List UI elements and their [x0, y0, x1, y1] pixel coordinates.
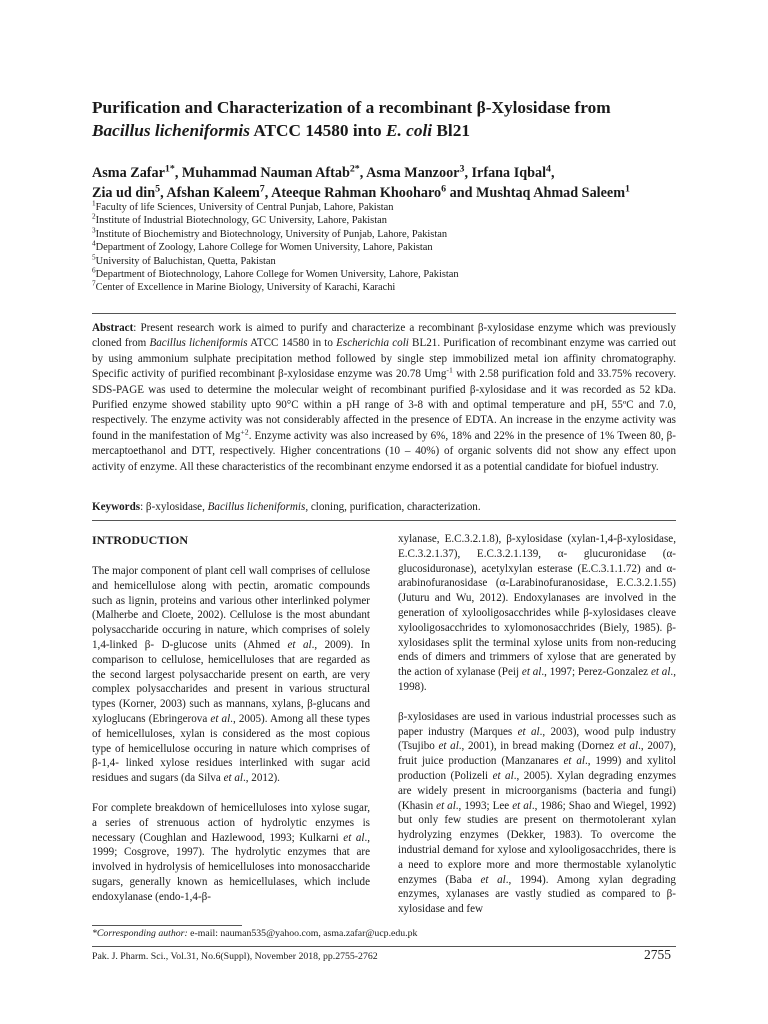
affiliation-item	[92, 214, 692, 227]
title-line-2-end: Bl21	[432, 121, 471, 140]
body-italic: et al	[223, 772, 243, 785]
affiliation-text: Department of Zoology, Lahore College for Women University, Lahore, Pakistan	[95, 242, 433, 254]
affiliation-text: University of Baluchistan, Quetta, Pakistan	[95, 255, 276, 267]
body-italic: et al	[617, 740, 639, 753]
author-affiliation-mark: 2*	[349, 163, 360, 175]
body-paragraph	[398, 532, 676, 695]
keywords-text: : β-xylosidase,	[140, 501, 208, 513]
author-list	[92, 163, 692, 203]
author-affiliation-mark: 1	[625, 183, 630, 195]
body-italic: et al	[492, 769, 514, 782]
abstract-superscript: +2	[240, 427, 249, 437]
affiliation-number: 6	[92, 266, 96, 275]
section-heading-introduction: INTRODUCTION	[92, 533, 189, 547]
body-text: ., 2003), wood pulp industry (Tsujibo	[398, 725, 676, 753]
keywords	[92, 500, 676, 515]
author-affiliation-mark: 1*	[164, 163, 175, 175]
body-paragraph	[92, 564, 370, 786]
body-italic: et al	[436, 799, 456, 812]
footnote-email: e-mail: nauman535@yahoo.com, asma.zafar@ucp.edu.pk	[187, 928, 418, 939]
abstract-superscript: -1	[446, 365, 453, 375]
abstract-italic: Bacillus licheniformis	[149, 337, 248, 350]
footer-rule	[92, 946, 676, 947]
body-text: β-xylosidases are used in various industrial processes such as paper industry (Marques	[398, 710, 676, 738]
author-separator: ,	[264, 185, 272, 201]
body-text: The major component of plant cell wall comprises of cellulose and hemicellulose along with pectin, aromatic compounds such as lignin, proteins and various other interlinked polymer (Malherbe and Cloete, 2002). Cellulose is the most abundant polysaccharide occuring in nature, which comprises of solely 1,4-linked β- D-glucose units (Ahmed	[92, 565, 370, 651]
abstract-text: ATCC 14580 in to	[247, 337, 337, 350]
author-separator: ,	[359, 165, 367, 181]
body-text: ., 2001), in bread making (Dornez	[458, 740, 618, 753]
left-column	[92, 532, 370, 920]
body-text: ., 2005). Xylan degrading enzymes are widely present in microorganisms (bacteria and fungi) (Khasin	[398, 769, 677, 812]
affiliation-text: Department of Biotechnology, Lahore College for Women University, Lahore, Pakistan	[95, 269, 459, 281]
abstract-top-rule	[92, 313, 676, 314]
author-name: Afshan Kaleem	[166, 185, 260, 201]
body-text: ., 2009). In comparison to cellulose, hemicelluloses that are regarded as the second largest polysaccharide present on earth, are very complex polysaccharides and present in various structural types (Korner, 2003) such as mannans, xylans, β-glucans and xyloglucans (Ebringerova	[92, 638, 370, 725]
author-separator: and	[446, 185, 477, 201]
body-italic: et al	[517, 725, 540, 738]
affiliation-item	[92, 281, 692, 294]
abstract-text: . Enzyme activity was also increased by 6%, 18% and 22% in the presence of 1% Tween 80, β-mercaptoethanol and DTT, respectively. Higher concentrations (10 – 40%) of organic solvents did not show any effect upon activity of enzyme. All these characteristics of the recombinant enzyme endorsed it as a potential candidate for biofuel industry.	[92, 429, 676, 473]
author	[92, 185, 166, 201]
body-text: ., 1999) and xylitol production (Polizeli	[398, 755, 676, 782]
affiliation-item	[92, 268, 692, 281]
body-paragraph	[398, 710, 676, 917]
author	[472, 165, 555, 181]
affiliation-number: 2	[92, 212, 96, 221]
keywords-bottom-rule	[92, 520, 676, 521]
body-italic: et al	[287, 638, 312, 651]
body-text: ., 1999; Cosgrove, 1997). The hydrolytic enzymes that are involved in hydrolysis of hemicelluloses into monosaccharide sugars, generally known as hemicellulases, which include endoxylanase (endo-1,4-β-	[92, 831, 370, 903]
author-name: Asma Zafar	[92, 165, 165, 181]
author-name: Ateeque Rahman Khooharo	[271, 185, 442, 201]
abstract	[92, 321, 676, 475]
body-text: ., 1997; Perez-Gonzalez	[541, 666, 651, 679]
body-italic: et al	[210, 712, 231, 725]
page-number: 2755	[644, 947, 671, 962]
article-title	[92, 96, 692, 142]
right-column	[398, 532, 676, 932]
title-host: E. coli	[385, 121, 433, 140]
affiliation-item	[92, 201, 692, 214]
abstract-label: Abstract	[92, 322, 134, 334]
body-italic: et al	[563, 755, 585, 768]
author	[166, 185, 271, 201]
affiliation-number: 3	[92, 226, 96, 235]
body-italic: et al	[343, 831, 365, 844]
title-species: Bacillus licheniformis	[92, 121, 250, 140]
affiliation-item	[92, 228, 692, 241]
author-name: Irfana Iqbal	[471, 165, 547, 181]
abstract-text: : Present research work is aimed to purify and characterize a recombinant β-xylosidase enzyme which was previously cloned from	[92, 322, 676, 350]
affiliation-text: Faculty of life Sciences, University of Central Punjab, Lahore, Pakistan	[95, 202, 394, 213]
affiliation-item	[92, 255, 692, 268]
affiliation-text: Center of Excellence in Marine Biology, University of Karachi, Karachi	[95, 282, 396, 294]
corresponding-author-footnote	[92, 927, 612, 940]
author-separator: ,	[160, 185, 167, 201]
body-text: xylanase, E.C.3.2.1.8), β-xylosidase (xylan-1,4-β-xylosidase, E.C.3.2.1.37), E.C.3.2.1.139, α- glucuronidase (α-glucosiduronase), acetylxylan esterase (E.C.3.1.1.72) and α-arabinofuranosidase (α-Larabinofuranosidase, E.C.3.2.1.55) (Juturu and Wu, 2012). Endoxylanases are involved in the generation of xylooligosacchrides while β-xylosidases cleave xylooligosacchrides to xylomonosacchrides (Biely, 1985). β-xylosidases split the terminal xylose units from non-reducing ends of dimers and trimmers of xylose that are generated by the action of xylanase (Peij	[398, 533, 676, 679]
affiliation-list	[92, 201, 692, 295]
affiliation-number: 1	[92, 199, 96, 208]
author-name: Zia ud din	[92, 185, 156, 201]
body-text: For complete breakdown of hemicelluloses into xylose sugar, a series of strenuous action of hydrolytic enzymes is necessary (Coughlan and Hazlewood, 1993; Kulkarni	[92, 801, 370, 844]
author-affiliation-mark: 4	[546, 163, 552, 175]
title-line-2-mid: ATCC 14580 into	[249, 121, 386, 140]
body-text: ., 2007), fruit juice production (Manzanares	[398, 740, 676, 768]
author-affiliation-mark: 7	[259, 183, 265, 195]
body-italic: et al	[512, 799, 532, 812]
title-line-1: Purification and Characterization of a recombinant β-Xylosidase from	[92, 98, 611, 117]
footnote-label: *Corresponding author:	[92, 928, 188, 939]
affiliation-item	[92, 241, 692, 254]
author-name: Mushtaq Ahmad Saleem	[476, 185, 626, 201]
body-text: ., 1994). Among xylan degrading enzymes, xylanases are vastly studied as compared to β-xylosidase and few	[398, 873, 676, 916]
keywords-text: cloning, purification, characterization.	[308, 501, 481, 513]
author	[92, 165, 182, 181]
abstract-text: with 2.58 purification fold and 33.75% recovery. SDS-PAGE was used to determine the molecular weight of recombinant purified β-xylosidase and it was recorded as 52 kDa. Purified enzyme showed stability upto 90°C within a pH range of 3-8 with and optimal temperature and pH, 55ºC and 7.0, respectively. The enzyme activity was not considerably affected in the presence of EDTA. An increase in the enzyme activity was found in the manifestation of Mg	[92, 368, 677, 442]
body-italic: et al	[650, 666, 671, 679]
author-separator: ,	[174, 165, 182, 181]
author	[182, 165, 366, 181]
body-text: ., 2005). Among all these types of hemicelluloses, xylan is considered as the most copious type of hemicellulose occuring in nature which comprises of β-1,4- linked xylose residues interlinked with sugar acid residues and sugars (da Silva	[92, 712, 370, 785]
body-text: ., 1993; Lee	[455, 799, 513, 812]
author-separator: ,	[551, 165, 555, 181]
journal-citation: Pak. J. Pharm. Sci., Vol.31, No.6(Suppl), November 2018, pp.2755-2762	[92, 951, 378, 962]
author-name: Asma Manzoor	[366, 165, 460, 181]
author-affiliation-mark: 5	[155, 183, 161, 195]
author	[366, 165, 471, 181]
author-name: Muhammad Nauman Aftab	[181, 165, 350, 181]
body-text: ., 1998).	[398, 666, 676, 693]
affiliation-number: 4	[92, 239, 96, 248]
body-italic: et al	[480, 873, 506, 886]
body-paragraph	[92, 801, 370, 905]
abstract-text: BL21. Purification of recombinant enzyme was carried out by using ammonium sulphate precipitation method followed by single step immobilized metal ion affinity chromatography. Specific activity of purified recombinant β-xylosidase enzyme was 20.78 Umg	[92, 337, 677, 381]
abstract-italic: Escherichia coli	[336, 337, 409, 350]
author-affiliation-mark: 6	[441, 183, 447, 195]
affiliation-number: 7	[92, 279, 96, 288]
author	[476, 185, 630, 201]
footnote-rule	[92, 925, 242, 926]
body-italic: et al	[521, 666, 542, 679]
author-affiliation-mark: 3	[459, 163, 465, 175]
affiliation-number: 5	[92, 253, 96, 262]
affiliation-text: Institute of Industrial Biotechnology, GC University, Lahore, Pakistan	[95, 215, 387, 227]
body-text: ., 2012).	[242, 772, 280, 785]
affiliation-text: Institute of Biochemistry and Biotechnology, University of Punjab, Lahore, Pakistan	[95, 228, 448, 240]
author	[271, 185, 476, 201]
keywords-italic: Bacillus licheniformis,	[207, 501, 309, 513]
author-separator: ,	[464, 165, 472, 181]
body-text: ., 1986; Shao and Wiegel, 1992) but only few studies are present on thermotolerant xylan hydrolyzing enzymes (Dekker, 1983). To overcome the industrial demand for xylose and xylooligosacchrides, there is a need to explore more and more thermostable xylanolytic enzymes (Baba	[398, 799, 676, 886]
keywords-label: Keywords	[92, 501, 141, 513]
body-italic: et al	[438, 740, 459, 753]
